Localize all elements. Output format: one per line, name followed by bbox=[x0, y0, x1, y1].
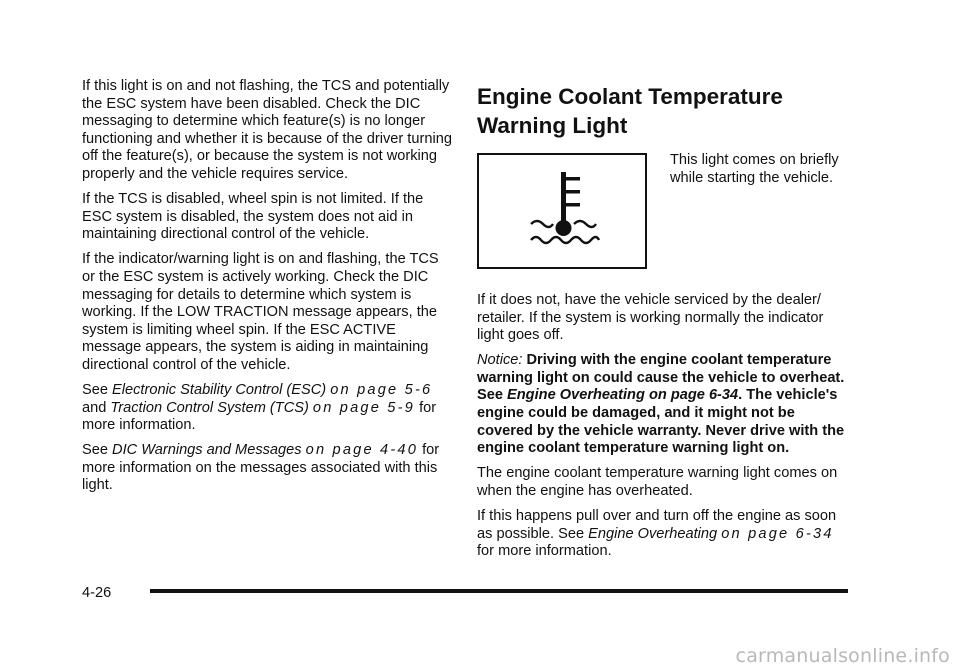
paragraph-see-dic bbox=[82, 442, 452, 495]
and-text: and bbox=[82, 399, 107, 416]
right-column bbox=[477, 78, 852, 568]
dic-warnings-link[interactable]: DIC Warnings and Messages bbox=[112, 442, 302, 459]
figure-caption: This light comes on briefly while starting the vehicle. bbox=[670, 152, 839, 186]
dic-more-info-text: for more information on the messages associated with this light. bbox=[82, 442, 440, 494]
paragraph-overheated: The engine coolant temperature warning light comes on when the engine has overheated. bbox=[477, 465, 838, 499]
tcs-link[interactable]: Traction Control System (TCS) bbox=[110, 399, 309, 416]
left-column bbox=[82, 78, 452, 503]
dic-page-ref[interactable]: on page 4-40 bbox=[305, 442, 419, 459]
notice-text-1: Driving with the engine coolant temperature warning light on could cause the vehicle to overheat. See bbox=[477, 352, 845, 404]
esc-link[interactable]: Electronic Stability Control (ESC) bbox=[112, 382, 327, 398]
watermark: carmanualsonline.info bbox=[735, 645, 950, 667]
engine-overheating-link[interactable]: Engine Overheating on page 6-34 bbox=[507, 387, 739, 404]
engine-overheating-page-ref[interactable]: on page 6-34 bbox=[721, 525, 834, 542]
section-heading bbox=[477, 82, 852, 140]
paragraph-pull-over bbox=[477, 508, 852, 561]
pull-over-text: If this happens pull over and turn off the engine as soon as possible. See bbox=[477, 508, 837, 542]
tcs-page-ref[interactable]: on page 5-9 bbox=[312, 399, 415, 416]
heading-line-2: Warning Light bbox=[477, 113, 628, 138]
paragraph-see-esc-tcs bbox=[82, 382, 452, 435]
heading-line-1: Engine Coolant Temperature bbox=[477, 84, 783, 109]
icon-frame bbox=[477, 153, 647, 269]
engine-overheating-ref-link[interactable]: Engine Overheating bbox=[588, 525, 718, 542]
paragraph-tcs-disabled: If this light is on and not flashing, the TCS and potentially the ESC system have been disabled. Check the DIC messaging to determine which feature(s) is no longer functioning and whether it is because of the driver turning off the feature(s), or because the system is not working properly and the vehicle requires service. bbox=[82, 78, 452, 182]
page-number: 4-26 bbox=[82, 585, 112, 601]
notice-paragraph bbox=[477, 352, 852, 458]
more-info-text: for more information. bbox=[82, 399, 437, 434]
footer-rule bbox=[150, 589, 848, 593]
notice-label: Notice: bbox=[477, 352, 523, 369]
paragraph-flashing-light: If the indicator/warning light is on and flashing, the TCS or the ESC system is actively working. Check the DIC messaging for details to determine which system is working. If the LOW TRACTION message appears, the system is limiting wheel spin. If the ESC ACTIVE message appears, the system is aiding in maintaining directional control of the vehicle. bbox=[82, 251, 439, 373]
see-text: See bbox=[82, 442, 108, 459]
esc-page-ref[interactable]: on page 5-6 bbox=[330, 382, 433, 398]
see-text: See bbox=[82, 382, 108, 398]
paragraph-service: If it does not, have the vehicle serviced by the dealer/ retailer. If the system is working normally the indicator light goes off. bbox=[477, 292, 824, 344]
engine-coolant-temperature-icon bbox=[519, 167, 609, 257]
paragraph-wheel-spin: If the TCS is disabled, wheel spin is not limited. If the ESC system is disabled, the system does not aid in maintaining directional control of the vehicle. bbox=[82, 191, 424, 243]
pull-over-more-info: for more information. bbox=[477, 543, 612, 560]
notice-text-2: . The vehicle's engine could be damaged, and it might not be covered by the vehicle warranty. Never drive with the engine coolant temperature warning light on. bbox=[477, 387, 845, 457]
warning-light-figure bbox=[477, 152, 852, 292]
